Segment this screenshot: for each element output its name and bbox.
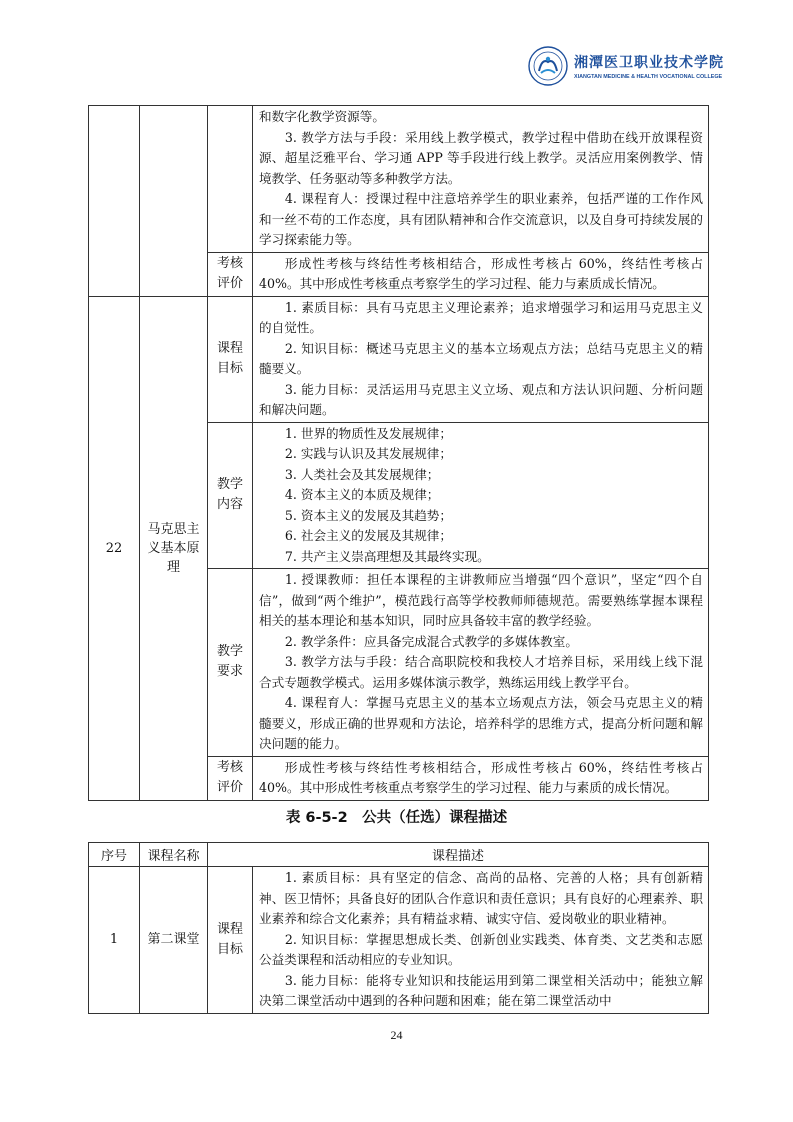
category-label: 课程目标 xyxy=(208,867,253,1014)
table-row: 考核评价 形成性考核与终结性考核相结合，形成性考核占 60%，终结性考核占 40%。其中形成性考核重点考察学生的学习过程、能力与素质成长情况。 xyxy=(89,252,709,296)
course-goals: 1. 素质目标：具有坚定的信念、高尚的品格、完善的人格；具有创新精神、医卫情怀；具备良好的团队合作意识和责任意识；具有良好的心理素养、职业素养和综合文化素养；具有精益求精、诚实守信、爱岗敬业的职业精神。 2. 知识目标：掌握思想成长类、创新创业实践类、体育类、文艺类和志愿公益类课程和活动相应的专业知识。 3. 能力目标：能将专业知识和技能运用到第二课堂相关活动中；能独立解决第二课堂活动中遇到的各种问题和困难；能在第二课堂活动中 xyxy=(253,867,709,1014)
table-row xyxy=(89,867,709,1014)
header-description: 课程描述 xyxy=(208,843,709,867)
logo-english-name: XIANGTAN MEDICINE & HEALTH VOCATIONAL COLLEGE xyxy=(574,74,723,80)
course-evaluation: 形成性考核与终结性考核相结合，形成性考核占 60%，终结性考核占 40%。其中形成性考核重点考察学生的学习过程、能力与素质的成长情况。 xyxy=(253,756,709,800)
logo-chinese-name: 湘潭医卫职业技术学院 xyxy=(574,55,724,71)
course-content: 1. 世界的物质性及发展规律； 2. 实践与认识及其发展规律； 3. 人类社会及其发展规律； 4. 资本主义的本质及规律； 5. 资本主义的发展及其趋势； 6. 社会主义的发展及其规律； 7. 共产主义崇高理想及其最终实现。 xyxy=(253,422,709,569)
course-goals: 1. 素质目标：具有马克思主义理论素养；追求增强学习和运用马克思主义的自觉性。 2. 知识目标：概述马克思主义的基本立场观点方法；总结马克思主义的精髓要义。 3. 能力目标：灵活运用马克思主义立场、观点和方法认识问题、分析问题和解决问题。 xyxy=(253,296,709,422)
elective-course-table xyxy=(88,842,709,1014)
header-course-name: 课程名称 xyxy=(140,843,208,867)
course-requirements: 1. 授课教师：担任本课程的主讲教师应当增强“四个意识”，坚定“四个自信”，做到“两个维护”，模范践行高等学校教师师德规范。需要熟练掌握本课程相关的基本理论和基本知识，同时应具备较丰富的教学经验。 2. 教学条件：应具备完成混合式教学的多媒体教室。 3. 教学方法与手段：结合高职院校和我校人才培养目标，采用线上线下混合式专题教学模式。运用多媒体演示教学，熟练运用线上教学平台。 4. 课程育人：掌握马克思主义的基本立场观点方法，领会马克思主义的精髓要义，形成正确的世界观和方法论，培养科学的思维方式，提高分析问题和解决问题的能力。 xyxy=(253,569,709,757)
continued-requirements: 和数字化教学资源等。 3. 教学方法与手段：采用线上教学模式，教学过程中借助在线开放课程资源、超星泛雅平台、学习通 APP 等手段进行线上教学。灵活应用案例教学、情境教学、任务驱动等多种教学方法。 4. 课程育人：授课过程中注意培养学生的职业素养，包括严谨的工作作风和一丝不苟的工作态度，具有团队精神和合作交流意识，以及自身可持续发展的学习探索能力等。 xyxy=(253,106,709,253)
course-name: 马克思主义基本原理 xyxy=(140,296,208,800)
table-caption: 表 6-5-2 公共（任选）课程描述 xyxy=(285,810,508,826)
college-emblem-icon xyxy=(528,46,568,86)
category-label: 教学要求 xyxy=(208,569,253,757)
header-number: 序号 xyxy=(89,843,140,867)
college-logo xyxy=(528,44,750,88)
table-header-row xyxy=(89,843,709,867)
course-table-continued xyxy=(88,105,709,801)
category-label: 课程目标 xyxy=(208,296,253,422)
page-number: 24 xyxy=(390,1028,403,1042)
table-row xyxy=(89,296,709,422)
table-row xyxy=(89,106,709,253)
course-name: 第二课堂 xyxy=(140,867,208,1014)
category-label: 考核评价 xyxy=(208,252,253,296)
category-label: 考核评价 xyxy=(208,756,253,800)
course-number: 22 xyxy=(89,296,140,800)
category-label: 教学内容 xyxy=(208,422,253,569)
course-number: 1 xyxy=(89,867,140,1014)
